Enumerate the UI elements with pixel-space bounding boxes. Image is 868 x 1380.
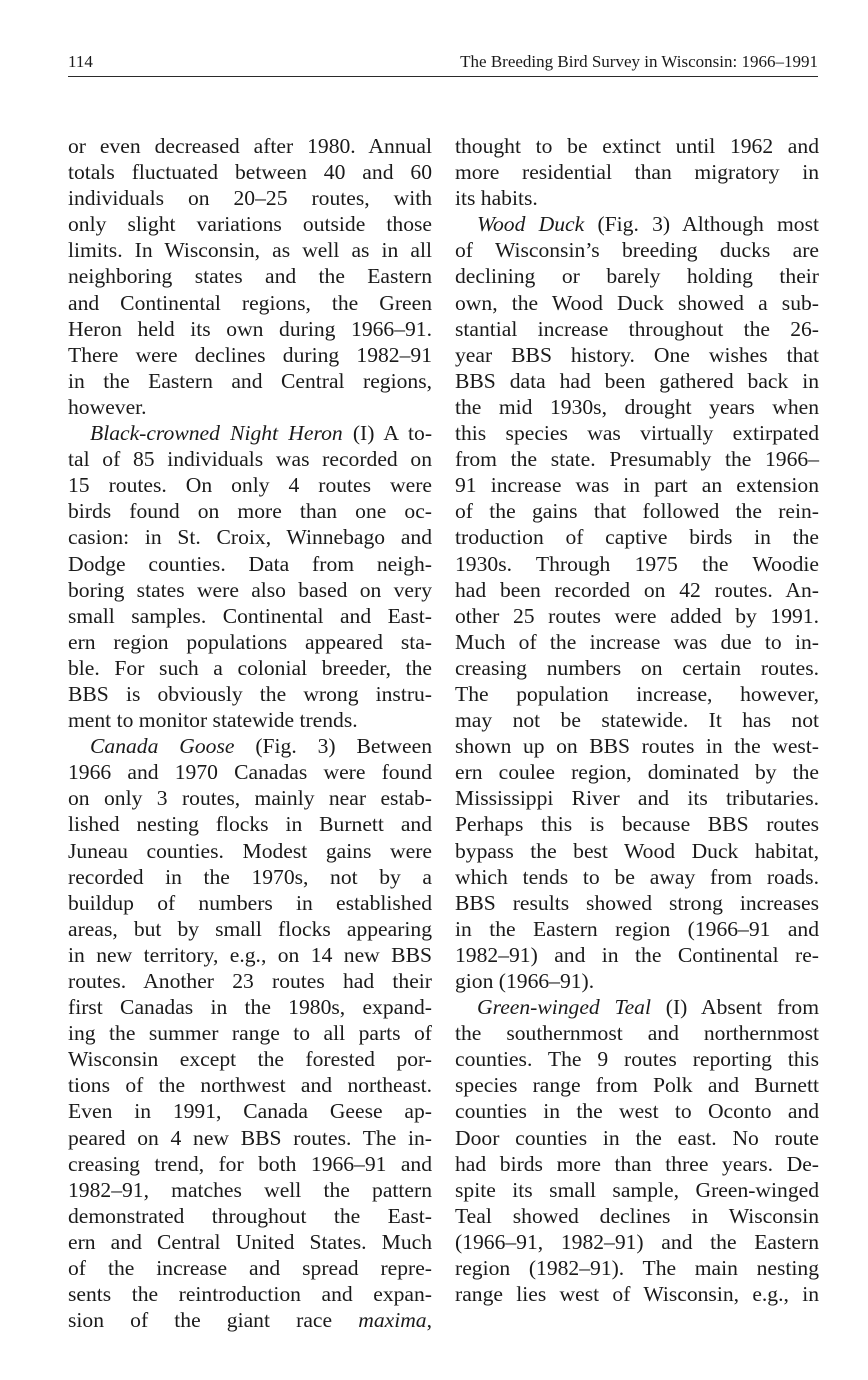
line-text: Wisconsin except the forested por-: [68, 1047, 432, 1072]
text-line: [455, 1098, 819, 1124]
text-line: [455, 811, 819, 837]
line-text: Teal showed declines in Wisconsin: [455, 1203, 819, 1228]
text-line: [455, 603, 819, 629]
text-line: [455, 655, 819, 681]
text-line: [68, 133, 432, 159]
line-text: gion (1966–91).: [455, 969, 595, 993]
right-column: [455, 133, 819, 1307]
text-line: [455, 498, 819, 524]
line-text: buildup of numbers in established: [68, 890, 432, 915]
line-text: on only 3 routes, mainly near estab-: [68, 786, 432, 811]
line-text: the southernmost and northernmost: [455, 1021, 819, 1046]
line-text: 1982–91, matches well the pattern: [68, 1177, 432, 1202]
line-text: lished nesting flocks in Burnett and: [68, 812, 432, 837]
species-name: Green-winged Teal: [477, 995, 651, 1020]
text-line: [68, 290, 432, 316]
line-text: first Canadas in the 1980s, expand-: [68, 995, 432, 1020]
line-text: (I) Absent from: [650, 995, 819, 1020]
text-line: [68, 994, 432, 1020]
text-line: [68, 1281, 432, 1307]
species-name: Black-crowned Night Heron: [90, 421, 343, 446]
line-text: BBS is obviously the wrong instru-: [68, 681, 432, 706]
line-text: which tends to be away from roads.: [455, 864, 819, 889]
line-text: Dodge counties. Data from neigh-: [68, 551, 432, 576]
line-text: Door counties in the east. No route: [455, 1125, 819, 1150]
text-line: [455, 1203, 819, 1229]
line-text: only slight variations outside those: [68, 212, 432, 237]
text-line: [68, 1098, 432, 1124]
text-line: [455, 577, 819, 603]
text-line: [68, 1072, 432, 1098]
line-text: in the Eastern and Central regions,: [68, 368, 432, 393]
text-line: [68, 472, 432, 498]
line-text: 15 routes. On only 4 routes were: [68, 473, 432, 498]
left-column: [68, 133, 432, 1333]
text-line: [455, 263, 819, 289]
line-text: its habits.: [455, 186, 538, 211]
text-line: [455, 681, 819, 707]
line-text: 91 increase was in part an extension: [455, 473, 819, 498]
text-line: [68, 551, 432, 577]
text-line: [455, 629, 819, 655]
line-text: own, the Wood Duck showed a sub-: [455, 290, 819, 315]
text-line: [68, 498, 432, 524]
line-text: The population increase, however,: [455, 681, 819, 706]
text-line: [68, 1046, 432, 1072]
text-line: [455, 968, 819, 994]
text-line: [455, 551, 819, 577]
line-text: stantial increase throughout the 26-: [455, 316, 819, 341]
line-text: spite its small sample, Green-winged: [455, 1177, 819, 1202]
line-text: and Continental regions, the Green: [68, 290, 432, 315]
line-text: (1966–91, 1982–91) and the Eastern: [455, 1229, 819, 1254]
line-text: boring states were also based on very: [68, 577, 432, 602]
text-line: [68, 394, 432, 420]
text-line: [455, 524, 819, 550]
text-line: [455, 890, 819, 916]
line-text: peared on 4 new BBS routes. The in-: [68, 1125, 432, 1150]
line-text: totals fluctuated between 40 and 60: [68, 160, 432, 185]
text-line: [68, 942, 432, 968]
header-rule: [68, 76, 818, 77]
text-line: [68, 759, 432, 785]
text-line: [68, 1177, 432, 1203]
line-text: ern region populations appeared sta-: [68, 629, 432, 654]
line-text: ment to monitor statewide trends.: [68, 708, 358, 733]
line-text: creasing numbers on certain routes.: [455, 655, 819, 680]
text-line: [455, 1072, 819, 1098]
line-text: bypass the best Wood Duck habitat,: [455, 838, 819, 863]
text-line: [455, 368, 819, 394]
line-text: of the increase and spread repre-: [68, 1256, 432, 1281]
text-line: [68, 1125, 432, 1151]
line-text: 1930s. Through 1975 the Woodie: [455, 551, 819, 576]
text-line: [455, 838, 819, 864]
text-line: [68, 1151, 432, 1177]
text-line: [68, 1229, 432, 1255]
text-line: [68, 577, 432, 603]
line-text: the mid 1930s, drought years when: [455, 394, 819, 419]
line-text: sents the reintroduction and expan-: [68, 1282, 432, 1307]
text-line: [68, 446, 432, 472]
text-line: [455, 342, 819, 368]
line-text: (Fig. 3) Although most: [584, 212, 820, 237]
text-line: [455, 1046, 819, 1072]
line-text: in the Eastern region (1966–91 and: [455, 916, 819, 941]
line-text: other 25 routes were added by 1991.: [455, 603, 819, 628]
text-line: [68, 629, 432, 655]
line-text: had been recorded on 42 routes. An-: [455, 577, 819, 602]
text-line: [455, 211, 819, 237]
line-text: birds found on more than one oc-: [68, 499, 432, 524]
line-text: year BBS history. One wishes that: [455, 342, 819, 367]
line-text: region (1982–91). The main nesting: [455, 1256, 819, 1281]
line-text: in new territory, e.g., on 14 new BBS: [68, 942, 432, 967]
text-line: [68, 968, 432, 994]
line-text: tions of the northwest and northeast.: [68, 1073, 432, 1098]
line-text: individuals on 20–25 routes, with: [68, 186, 432, 211]
text-line: [455, 290, 819, 316]
text-line: [455, 994, 819, 1020]
text-line: [68, 811, 432, 837]
text-line: [68, 1203, 432, 1229]
text-line: [455, 1281, 819, 1307]
text-line: [455, 472, 819, 498]
text-line: [68, 1255, 432, 1281]
text-line: [68, 211, 432, 237]
text-line: [68, 342, 432, 368]
line-text: There were declines during 1982–91: [68, 342, 432, 367]
line-text: or even decreased after 1980. Annual: [68, 134, 432, 158]
line-text: small samples. Continental and East-: [68, 603, 432, 628]
line-text: creasing trend, for both 1966–91 and: [68, 1151, 432, 1176]
text-line: [68, 263, 432, 289]
line-text: (Fig. 3) Between: [234, 734, 433, 759]
line-text: neighboring states and the Eastern: [68, 264, 432, 289]
line-text: ing the summer range to all parts of: [68, 1021, 432, 1046]
text-line: [68, 655, 432, 681]
running-header: [68, 50, 818, 74]
text-line: [68, 185, 432, 211]
subspecies-name: maxima: [358, 1308, 427, 1333]
line-text: BBS results showed strong increases: [455, 890, 819, 915]
line-text: Even in 1991, Canada Geese ap-: [68, 1099, 432, 1124]
species-name: Canada Goose: [90, 734, 235, 759]
line-text: troduction of captive birds in the: [455, 525, 819, 550]
line-text: limits. In Wisconsin, as well as in all: [68, 238, 432, 263]
line-text: from the state. Presumably the 1966–: [455, 447, 819, 472]
text-line: [455, 1151, 819, 1177]
line-text: 1982–91) and in the Continental re-: [455, 942, 819, 967]
text-line: [68, 1307, 432, 1333]
line-text: however.: [68, 394, 147, 419]
text-line: [455, 785, 819, 811]
line-text: thought to be extinct until 1962 and: [455, 134, 819, 158]
text-line: [68, 237, 432, 263]
running-title: The Breeding Bird Survey in Wisconsin: 1966–1991: [460, 52, 818, 71]
text-line: [68, 420, 432, 446]
text-line: [455, 1177, 819, 1203]
text-line: [68, 707, 432, 733]
text-line: [68, 1020, 432, 1046]
text-line: [455, 1255, 819, 1281]
text-line: [68, 838, 432, 864]
text-line: [68, 890, 432, 916]
line-text: ble. For such a colonial breeder, the: [68, 655, 432, 680]
line-text: casion: in St. Croix, Winnebago and: [68, 525, 432, 550]
text-line: [455, 864, 819, 890]
line-text: counties. The 9 routes reporting this: [455, 1047, 819, 1072]
text-line: [455, 159, 819, 185]
line-tail: ,: [426, 1308, 432, 1333]
line-text: counties in the west to Oconto and: [455, 1099, 819, 1124]
text-line: [455, 394, 819, 420]
text-line: [455, 759, 819, 785]
line-text: more residential than migratory in: [455, 160, 819, 185]
text-line: [455, 185, 819, 211]
text-line: [455, 316, 819, 342]
text-line: [68, 524, 432, 550]
line-text: recorded in the 1970s, not by a: [68, 864, 432, 889]
text-line: [68, 681, 432, 707]
text-line: [455, 237, 819, 263]
line-text: of the gains that followed the rein-: [455, 499, 819, 524]
line-text: may not be statewide. It has not: [455, 708, 819, 733]
line-text: BBS data had been gathered back in: [455, 368, 819, 393]
text-line: [68, 733, 432, 759]
text-line: [68, 603, 432, 629]
text-line: [455, 733, 819, 759]
text-line: [68, 368, 432, 394]
line-text: Heron held its own during 1966–91.: [68, 316, 432, 341]
line-text: had birds more than three years. De-: [455, 1151, 819, 1176]
line-text: sion of the giant race: [68, 1308, 359, 1333]
text-line: [455, 420, 819, 446]
text-line: [455, 1125, 819, 1151]
text-line: [68, 316, 432, 342]
line-text: this species was virtually extirpated: [455, 421, 819, 446]
text-line: [455, 446, 819, 472]
text-line: [455, 1229, 819, 1255]
line-text: range lies west of Wisconsin, e.g., in: [455, 1282, 819, 1307]
line-text: Mississippi River and its tributaries.: [455, 786, 819, 811]
line-text: (I) A to-: [342, 421, 433, 446]
text-line: [68, 785, 432, 811]
line-text: demonstrated throughout the East-: [68, 1203, 432, 1228]
line-text: tal of 85 individuals was recorded on: [68, 447, 432, 472]
line-text: ern coulee region, dominated by the: [455, 760, 819, 785]
line-text: ern and Central United States. Much: [68, 1229, 432, 1254]
text-line: [68, 864, 432, 890]
text-line: [455, 133, 819, 159]
line-text: Perhaps this is because BBS routes: [455, 812, 819, 837]
text-line: [455, 942, 819, 968]
line-text: declining or barely holding their: [455, 264, 819, 289]
line-text: of Wisconsin’s breeding ducks are: [455, 238, 819, 263]
text-line: [68, 159, 432, 185]
line-text: 1966 and 1970 Canadas were found: [68, 760, 432, 785]
line-text: Much of the increase was due to in-: [455, 629, 819, 654]
text-line: [68, 916, 432, 942]
species-name: Wood Duck: [477, 212, 585, 237]
line-text: routes. Another 23 routes had their: [68, 969, 432, 993]
text-line: [455, 707, 819, 733]
line-text: shown up on BBS routes in the west-: [455, 734, 819, 759]
text-line: [455, 916, 819, 942]
text-line: [455, 1020, 819, 1046]
page-number: 114: [68, 52, 93, 71]
line-text: areas, but by small flocks appearing: [68, 916, 432, 941]
line-text: species range from Polk and Burnett: [455, 1073, 819, 1098]
line-text: Juneau counties. Modest gains were: [68, 838, 432, 863]
